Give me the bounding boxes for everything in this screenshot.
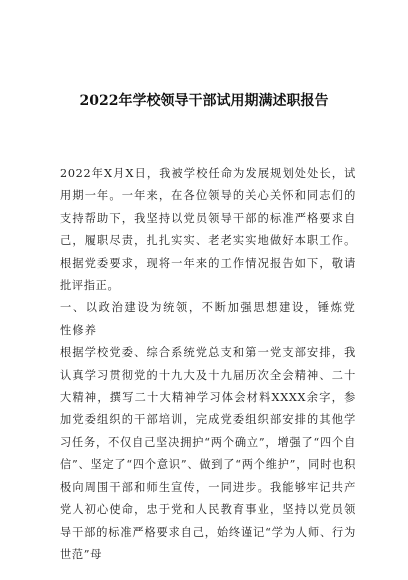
document-body (60, 163, 356, 566)
document-title: 2022年学校领导干部试用期满述职报告 (79, 93, 329, 109)
section-heading-1: 一、以政治建设为统领，不断加强思想建设，锤炼党性修养 (60, 301, 356, 337)
paragraph-section-1: 根据学校党委、综合系统党总支和第一党支部安排，我认真学习贯彻党的十九大及十九届历次全会精神、二十大精神，撰写二十大精神学习体会材料XXXX余字，参加党委组织的干部培训，完成党委组织部安排的其他学习任务，不仅自己坚决拥护“两个确立”，增强了“四个自信”、坚定了“四个意识”、做到了“两个维护”，同时也积极向周围干部和师生宣传，一同进步。我能够牢记共产党人初心使命，忠于党和人民教育事业，坚持以党员领导干部的标准严格要求自己，始终谨记“学为人师、行为世范”母 (60, 346, 356, 561)
paragraph-intro: 2022年X月X日，我被学校任命为发展规划处处长，试用期一年。一年来，在各位领导的关心关怀和同志们的支持帮助下，我坚持以党员领导干部的标准严格要求自己，履职尽责，扎扎实实、老老实实地做好本职工作。根据党委要求，现将一年来的工作情况报告如下，敬请批评指正。 (60, 167, 356, 293)
